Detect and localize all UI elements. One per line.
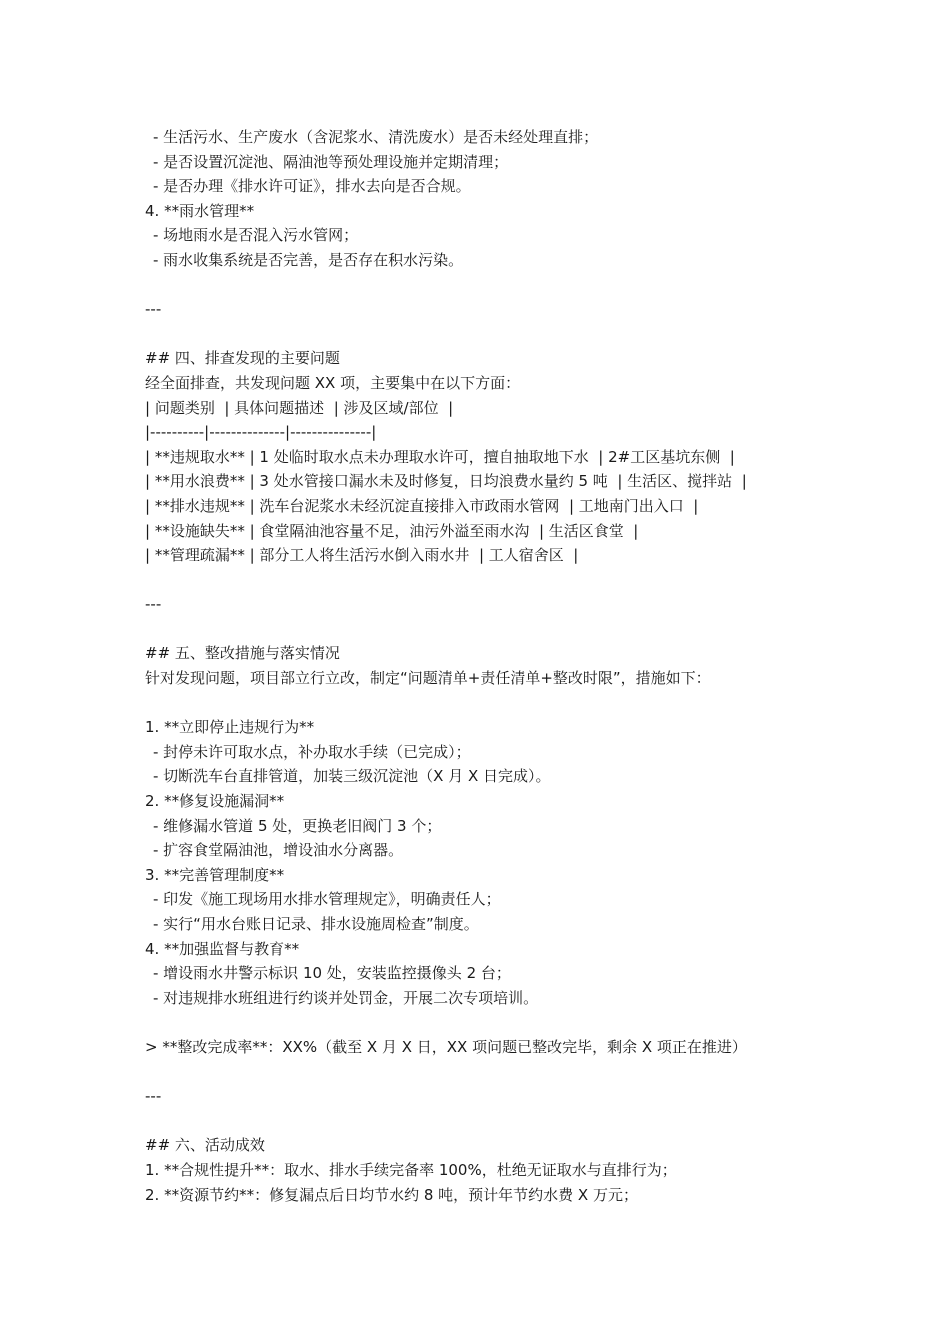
- sub-list-item: - 是否设置沉淀池、隔油池等预处理设施并定期清理；: [153, 152, 509, 171]
- table-row: | **管理疏漏** | 部分工人将生活污水倒入雨水井 | 工人宿舍区 |: [145, 546, 579, 565]
- text-line: 经全面排查，共发现问题 XX 项，主要集中在以下方面：: [145, 373, 521, 392]
- table-row: | **设施缺失** | 食堂隔油池容量不足，油污外溢至雨水沟 | 生活区食堂 |: [145, 521, 639, 540]
- sub-list-item: - 雨水收集系统是否完善，是否存在积水污染。: [153, 250, 464, 269]
- section-heading: ## 四、排查发现的主要问题: [145, 349, 340, 368]
- sub-list-item: - 实行“用水台账日记录、排水设施周检查”制度。: [153, 915, 479, 933]
- horizontal-rule: ---: [145, 1087, 162, 1106]
- sub-list-item: - 扩容食堂隔油池，增设油水分离器。: [153, 841, 404, 860]
- blank-line: [145, 1060, 825, 1085]
- text-line: 针对发现问题，项目部立行立改，制定“问题清单+责任清单+整改时限”，措施如下：: [145, 669, 711, 688]
- table-row: | **用水浪费** | 3 处水管接口漏水未及时修复，日均浪费水量约 5 吨 | 生活区、搅拌站 |: [145, 472, 747, 491]
- section-heading: ## 六、活动成效: [145, 1136, 265, 1155]
- list-item: 2. **修复设施漏洞**: [145, 792, 285, 811]
- blank-line: [145, 273, 825, 298]
- list-item: 4. **雨水管理**: [145, 201, 255, 220]
- horizontal-rule: ---: [145, 595, 162, 614]
- sub-list-item: - 印发《施工现场用水排水管理规定》，明确责任人；: [153, 890, 501, 909]
- list-item: 1. **立即停止违规行为**: [145, 718, 315, 737]
- section-heading: ## 五、整改措施与落实情况: [145, 644, 340, 663]
- sub-list-item: - 场地雨水是否混入污水管网；: [153, 226, 359, 245]
- sub-list-item: - 切断洗车台直排管道，加装三级沉淀池（X 月 X 日完成）。: [153, 767, 551, 786]
- list-item: 1. **合规性提升**：取水、排水手续完备率 100%，杜绝无证取水与直排行为；: [145, 1160, 677, 1179]
- horizontal-rule: ---: [145, 300, 162, 319]
- sub-list-item: - 增设雨水井警示标识 10 处，安装监控摄像头 2 台；: [153, 964, 511, 983]
- document-body: [145, 125, 825, 1207]
- blank-line: [145, 322, 825, 347]
- table-row: | **违规取水** | 1 处临时取水点未办理取水许可，擅自抽取地下水 | 2#工区基坑东侧 |: [145, 447, 735, 466]
- table-row: | **排水违规** | 洗车台泥浆水未经沉淀直接排入市政雨水管网 | 工地南门出入口 |: [145, 496, 699, 515]
- blank-line: [145, 1010, 825, 1035]
- sub-list-item: - 维修漏水管道 5 处，更换老旧阀门 3 个；: [153, 816, 442, 835]
- blockquote-line: > **整改完成率**：XX%（截至 X 月 X 日，XX 项问题已整改完毕，剩余 X 项正在推进）: [145, 1037, 747, 1056]
- list-item: 2. **资源节约**：修复漏点后日均节水约 8 吨，预计年节约水费 X 万元；: [145, 1185, 638, 1204]
- table-row: |----------|--------------|---------------|: [145, 423, 377, 442]
- sub-list-item: - 是否办理《排水许可证》，排水去向是否合规。: [153, 177, 471, 196]
- blank-line: [145, 691, 825, 716]
- blank-line: [145, 1109, 825, 1134]
- blank-line: [145, 568, 825, 593]
- table-row: | 问题类别 | 具体问题描述 | 涉及区域/部位 |: [145, 398, 454, 417]
- list-item: 3. **完善管理制度**: [145, 865, 285, 884]
- blank-line: [145, 617, 825, 642]
- sub-list-item: - 封停未许可取水点，补办取水手续（已完成）；: [153, 742, 471, 761]
- sub-list-item: - 对违规排水班组进行约谈并处罚金，开展二次专项培训。: [153, 988, 539, 1007]
- list-item: 4. **加强监督与教育**: [145, 939, 300, 958]
- sub-list-item: - 生活污水、生产废水（含泥浆水、清洗废水）是否未经处理直排；: [153, 128, 599, 146]
